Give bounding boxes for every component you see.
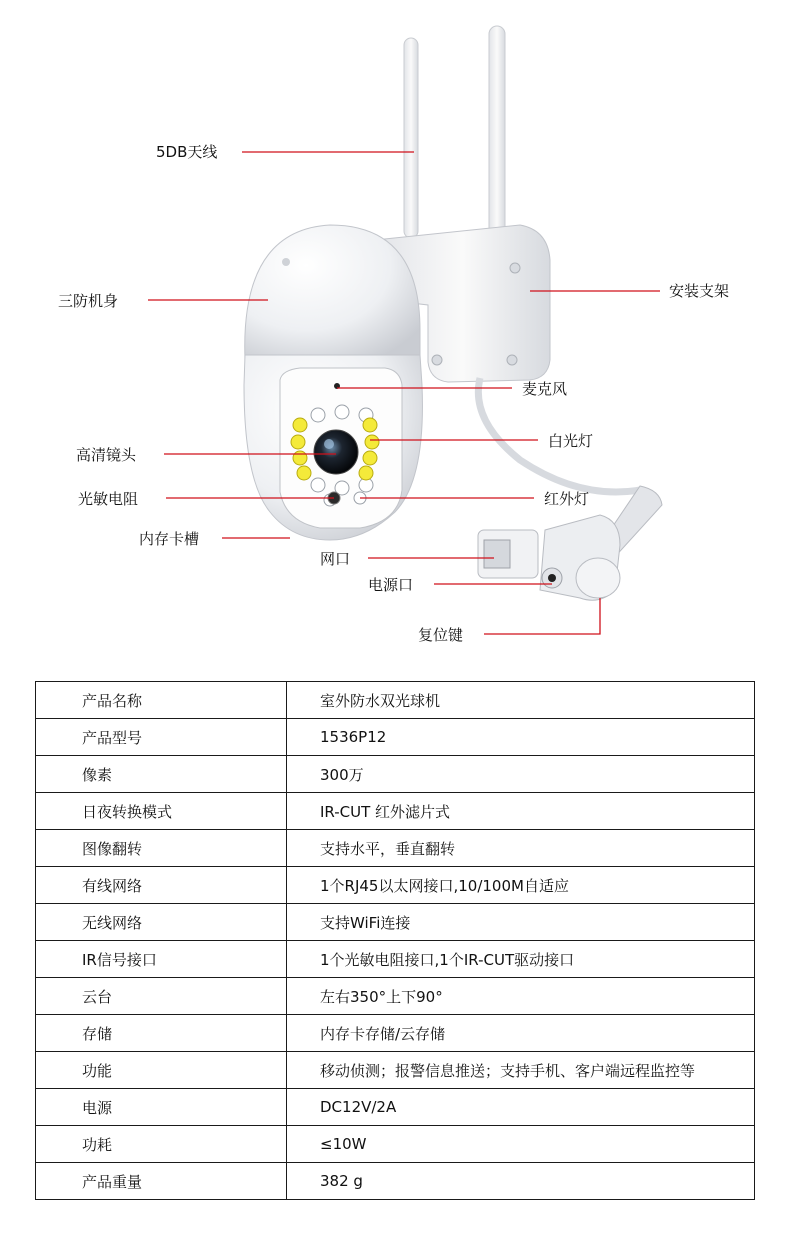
spec-value: 1536P12 — [287, 719, 755, 756]
spec-table — [35, 681, 755, 1200]
table-row — [36, 904, 755, 941]
spec-value: 内存卡存储/云存储 — [287, 1015, 755, 1052]
spec-key: 图像翻转 — [36, 830, 287, 867]
spec-key: 电源 — [36, 1089, 287, 1126]
table-row — [36, 978, 755, 1015]
spec-key: 有线网络 — [36, 867, 287, 904]
camera-face — [280, 368, 402, 528]
label-housing: 三防机身 — [58, 292, 119, 310]
spec-value: ≤10W — [287, 1126, 755, 1163]
antenna-right — [489, 26, 505, 246]
spec-value: 左右350°上下90° — [287, 978, 755, 1015]
spec-value: 1个RJ45以太网接口,10/100M自适应 — [287, 867, 755, 904]
table-row — [36, 1015, 755, 1052]
antenna-left — [404, 38, 418, 238]
label-infrared-light: 红外灯 — [544, 490, 590, 508]
table-row — [36, 1126, 755, 1163]
table-row — [36, 1089, 755, 1126]
spec-value: 支持水平，垂直翻转 — [287, 830, 755, 867]
spec-key: 存储 — [36, 1015, 287, 1052]
spec-value: 室外防水双光球机 — [287, 682, 755, 719]
spec-key: 产品型号 — [36, 719, 287, 756]
table-row — [36, 941, 755, 978]
table-row — [36, 756, 755, 793]
spec-key: 产品名称 — [36, 682, 287, 719]
spec-value: 支持WiFi连接 — [287, 904, 755, 941]
table-row — [36, 830, 755, 867]
spec-key: 日夜转换模式 — [36, 793, 287, 830]
label-white-light: 白光灯 — [548, 432, 594, 450]
spec-value: DC12V/2A — [287, 1089, 755, 1126]
spec-key: 像素 — [36, 756, 287, 793]
label-memory-slot: 内存卡槽 — [139, 530, 200, 548]
label-power-port: 电源口 — [368, 576, 414, 594]
lens — [314, 430, 358, 474]
spec-key: 功能 — [36, 1052, 287, 1089]
spec-key: 功耗 — [36, 1126, 287, 1163]
spec-value: IR-CUT 红外滤片式 — [287, 793, 755, 830]
label-bracket: 安装支架 — [669, 282, 730, 300]
table-row — [36, 1052, 755, 1089]
label-microphone: 麦克风 — [522, 380, 568, 398]
table-row — [36, 867, 755, 904]
label-antenna: 5DB天线 — [156, 143, 218, 161]
table-row — [36, 1163, 755, 1200]
label-reset-key: 复位键 — [418, 626, 464, 644]
table-row — [36, 719, 755, 756]
spec-value: 382 g — [287, 1163, 755, 1200]
label-photoresistor: 光敏电阻 — [78, 490, 139, 508]
spec-key: 云台 — [36, 978, 287, 1015]
spec-value: 300万 — [287, 756, 755, 793]
label-network-port: 网口 — [320, 550, 351, 568]
spec-key: IR信号接口 — [36, 941, 287, 978]
label-hd-lens: 高清镜头 — [76, 446, 137, 464]
table-row — [36, 793, 755, 830]
table-row — [36, 682, 755, 719]
spec-key: 无线网络 — [36, 904, 287, 941]
spec-key: 产品重量 — [36, 1163, 287, 1200]
spec-value: 1个光敏电阻接口,1个IR-CUT驱动接口 — [287, 941, 755, 978]
spec-value: 移动侦测；报警信息推送；支持手机、客户端远程监控等 — [287, 1052, 755, 1089]
